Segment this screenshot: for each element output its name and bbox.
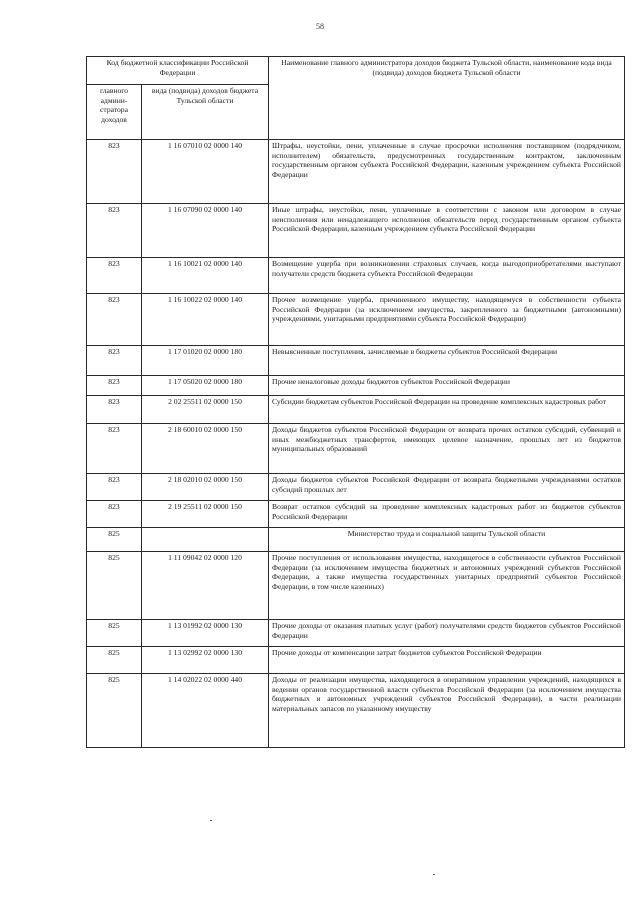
scan-speck bbox=[433, 874, 435, 875]
income-name-cell: Возврат остатков субсидий на проведение комплексных кадастровых работ из бюджетов субъектов Российской Федерации bbox=[269, 501, 625, 528]
table-row bbox=[87, 204, 625, 258]
income-name-cell: Доходы бюджетов субъектов Российской Федерации от возврата бюджетными учреждениями остатков субсидий прошлых лет bbox=[269, 474, 625, 501]
income-code-cell: 1 17 01020 02 0000 180 bbox=[142, 346, 269, 376]
scan-speck bbox=[210, 820, 212, 821]
table-row bbox=[87, 396, 625, 424]
header-kind-code: вида (подвида) доходов бюджета Тульской области bbox=[142, 85, 269, 140]
table-row bbox=[87, 294, 625, 346]
table-row bbox=[87, 258, 625, 294]
income-name-cell: Прочее возмещение ущерба, причиненного имуществу, находящемуся в собственности субъекта Российской Федерации (за исключением имущества, закрепленного за бюджетными (автономными) учреждениями, унитарными предприятиями субъекта Российской Федерации) bbox=[269, 294, 625, 346]
income-code-cell: 1 16 07010 02 0000 140 bbox=[142, 140, 269, 204]
admin-code-cell: 823 bbox=[87, 294, 142, 346]
table-row bbox=[87, 424, 625, 474]
income-code-cell: 1 14 02022 02 0000 440 bbox=[142, 674, 269, 748]
income-name-cell: Субсидии бюджетам субъектов Российской Федерации на проведение комплексных кадастровых работ bbox=[269, 396, 625, 424]
table-row bbox=[87, 140, 625, 204]
department-row bbox=[87, 528, 625, 552]
income-code-cell bbox=[142, 528, 269, 552]
income-code-cell: 2 02 25511 02 0000 150 bbox=[142, 396, 269, 424]
income-code-cell: 1 16 10021 02 0000 140 bbox=[142, 258, 269, 294]
income-name-cell: Штрафы, неустойки, пени, уплаченные в случае просрочки исполнения поставщиком (подрядчиком, исполнителем) обязательств, предусмотренных государственным контрактом, заключенным государственным органом субъекта Российской Федерации, казенным учреждением субъекта Российской Федерации bbox=[269, 140, 625, 204]
admin-code-cell: 823 bbox=[87, 140, 142, 204]
admin-code-cell: 825 bbox=[87, 528, 142, 552]
table-row bbox=[87, 552, 625, 620]
income-code-cell: 1 13 02992 02 0000 130 bbox=[142, 647, 269, 674]
income-name-cell: Невыясненные поступления, зачисляемые в бюджеты субъектов Российской Федерации bbox=[269, 346, 625, 376]
income-code-cell: 2 18 60010 02 0000 150 bbox=[142, 424, 269, 474]
income-name-cell: Доходы бюджетов субъектов Российской Федерации от возврата прочих остатков субсидий, субвенций и иных межбюджетных трансфертов, имеющих целевое назначение, прошлых лет из бюджетов муниципальных образований bbox=[269, 424, 625, 474]
income-code-cell: 2 19 25511 02 0000 150 bbox=[142, 501, 269, 528]
admin-code-cell: 823 bbox=[87, 204, 142, 258]
header-code-group: Код бюджетной классификации Российской Федерации bbox=[87, 57, 269, 85]
admin-code-cell: 823 bbox=[87, 501, 142, 528]
admin-code-cell: 825 bbox=[87, 647, 142, 674]
table-row bbox=[87, 376, 625, 396]
table-body bbox=[87, 57, 625, 748]
table-row bbox=[87, 620, 625, 647]
income-code-cell: 1 13 01992 02 0000 130 bbox=[142, 620, 269, 647]
income-code-cell: 1 16 10022 02 0000 140 bbox=[142, 294, 269, 346]
income-name-cell: Иные штрафы, неустойки, пени, уплаченные в соответствии с законом или договором в случае неисполнения или ненадлежащего исполнения обязательств перед государственным органом субъекта Российской Федерации, казенным учреждением субъекта Российской Федерации bbox=[269, 204, 625, 258]
income-name-cell: Прочие поступления от использования имущества, находящегося в собственности субъектов Российской Федерации (за исключением имущества бюджетных и автономных учреждений субъектов Российской Федерации, а также имущества государственных унитарных предприятий субъектов Российской Федерации, в том числе казенных) bbox=[269, 552, 625, 620]
admin-code-cell: 823 bbox=[87, 474, 142, 501]
admin-code-cell: 825 bbox=[87, 674, 142, 748]
table-row bbox=[87, 674, 625, 748]
department-name-cell: Министерство труда и социальной защиты Тульской области bbox=[269, 528, 625, 552]
table-row bbox=[87, 346, 625, 376]
revenue-classification-table bbox=[86, 56, 625, 748]
income-code-cell: 2 18 02010 02 0000 150 bbox=[142, 474, 269, 501]
header-name-column: Наименование главного администратора доходов бюджета Тульской области, наименование кода вида (подвида) доходов бюджета Тульской области bbox=[269, 57, 625, 140]
admin-code-cell: 825 bbox=[87, 620, 142, 647]
header-row-1 bbox=[87, 57, 625, 85]
table-row bbox=[87, 647, 625, 674]
income-name-cell: Возмещение ущерба при возникновении страховых случаев, когда выгодоприобретателями выступают получатели средств бюджета субъекта Российской Федерации bbox=[269, 258, 625, 294]
income-name-cell: Прочие доходы от компенсации затрат бюджетов субъектов Российской Федерации bbox=[269, 647, 625, 674]
admin-code-cell: 823 bbox=[87, 258, 142, 294]
income-code-cell: 1 11 09042 02 0000 120 bbox=[142, 552, 269, 620]
admin-code-cell: 825 bbox=[87, 552, 142, 620]
income-name-cell: Доходы от реализации имущества, находящегося в оперативном управлении учреждений, находящихся в ведении органов государственной власти субъектов Российской Федерации (за исключением имущества бюджетных и автономных учреждений субъектов Российской Федерации), в части реализации материальных запасов по указанному имуществу bbox=[269, 674, 625, 748]
admin-code-cell: 823 bbox=[87, 396, 142, 424]
admin-code-cell: 823 bbox=[87, 424, 142, 474]
header-admin-code: главного админи-стратора доходов bbox=[87, 85, 142, 140]
income-code-cell: 1 17 05020 02 0000 180 bbox=[142, 376, 269, 396]
income-code-cell: 1 16 07090 02 0000 140 bbox=[142, 204, 269, 258]
admin-code-cell: 823 bbox=[87, 376, 142, 396]
income-name-cell: Прочие неналоговые доходы бюджетов субъектов Российской Федерации bbox=[269, 376, 625, 396]
page-number: 58 bbox=[316, 22, 324, 31]
table-row bbox=[87, 501, 625, 528]
table-row bbox=[87, 474, 625, 501]
admin-code-cell: 823 bbox=[87, 346, 142, 376]
income-name-cell: Прочие доходы от оказания платных услуг (работ) получателями средств бюджетов субъектов Российской Федерации bbox=[269, 620, 625, 647]
